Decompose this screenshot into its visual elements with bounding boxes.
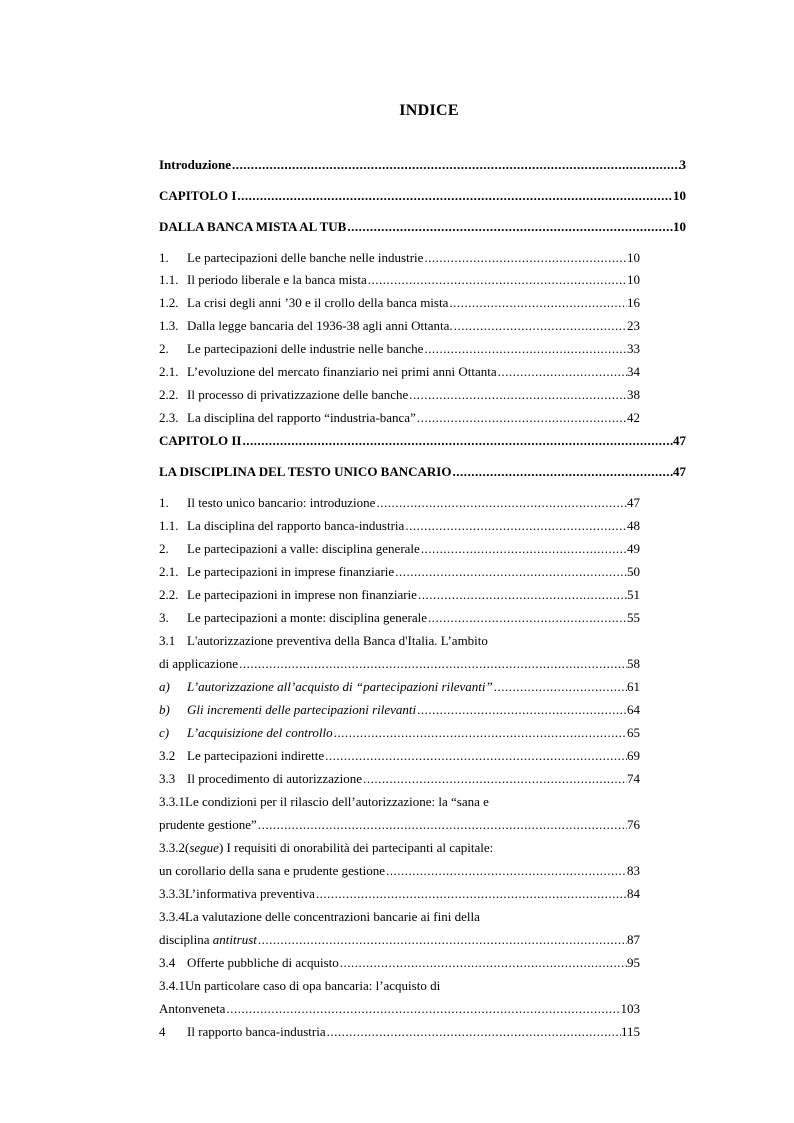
toc-entry[interactable] [159, 656, 640, 672]
toc-entry-number: 3.3.4 [159, 909, 185, 924]
toc-entry-label: La disciplina del rapporto banca-industria [187, 518, 405, 533]
toc-entry-number: 1. [159, 495, 169, 510]
toc-entry[interactable] [159, 909, 640, 925]
dot-leader [367, 272, 627, 288]
toc-entry-label: prudente gestione” [159, 817, 257, 832]
dot-leader [408, 387, 627, 403]
dot-leader [420, 541, 627, 557]
dot-leader [362, 771, 627, 787]
toc-entry-page: 55 [627, 610, 640, 625]
toc-entry-page: 64 [627, 702, 640, 717]
toc-entry-page: 50 [627, 564, 640, 579]
dot-leader [241, 433, 673, 449]
toc-entry-number: 2.1. [159, 564, 179, 579]
toc-entry-number: 1.1. [159, 518, 179, 533]
toc-entry-page: 83 [627, 863, 640, 878]
toc-entry-label: Il processo di privatizzazione delle banche [187, 387, 409, 402]
toc-entry-label: Le partecipazioni a valle: disciplina generale [187, 541, 420, 556]
toc-entry-label: CAPITOLO I [159, 188, 237, 203]
toc-entry-label: Le partecipazioni indirette [187, 748, 325, 763]
dot-leader [326, 1024, 621, 1040]
toc-entry-label: Le partecipazioni in imprese non finanziarie [187, 587, 417, 602]
toc-entry-label: Il periodo liberale e la banca mista [187, 272, 367, 287]
toc-entry-label: L’acquisizione del controllo [187, 725, 333, 740]
toc-entry-label: Antonveneta [159, 1001, 226, 1016]
toc-entry-number: c) [159, 725, 170, 740]
dot-leader [236, 188, 673, 204]
toc-entry[interactable] [159, 318, 640, 334]
toc-entry[interactable] [159, 387, 640, 403]
toc-entry-page: 65 [627, 725, 640, 740]
toc-entry[interactable] [159, 702, 640, 718]
dot-leader [394, 564, 627, 580]
toc-entry-page: 47 [673, 433, 686, 448]
toc-entry-number: 3.3 [159, 771, 176, 786]
toc-entry[interactable] [159, 679, 640, 695]
toc-entry-number: 2.1. [159, 364, 179, 379]
toc-entry-number: 2. [159, 541, 169, 556]
toc-entry-page: 47 [673, 464, 686, 479]
toc-entry-page: 42 [627, 410, 640, 425]
toc-entry[interactable] [159, 564, 640, 580]
toc-entry[interactable] [159, 633, 640, 649]
dot-leader [404, 518, 627, 534]
toc-entry[interactable] [159, 219, 686, 235]
dot-leader [257, 817, 627, 833]
toc-entry-number: 3.4 [159, 955, 176, 970]
dot-leader [417, 587, 627, 603]
toc-entry-label: Introduzione [159, 157, 231, 172]
dot-leader [346, 219, 673, 235]
toc-entry[interactable] [159, 863, 640, 879]
toc-entry-page: 34 [627, 364, 640, 379]
toc-entry-number: 3.1 [159, 633, 176, 648]
dot-leader [423, 341, 627, 357]
toc-entry-label: Il rapporto banca-industria [187, 1024, 326, 1039]
toc-entry[interactable] [159, 840, 640, 856]
toc-entry-label: L’evoluzione del mercato finanziario nei primi anni Ottanta [187, 364, 497, 379]
dot-leader [427, 610, 627, 626]
dot-leader [453, 318, 627, 334]
toc-entry-page: 61 [627, 679, 640, 694]
toc-entry-label: CAPITOLO II [159, 433, 242, 448]
toc-entry-page: 10 [673, 219, 686, 234]
toc-entry-label: Un particolare caso di opa bancaria: l’acquisto di [185, 978, 441, 993]
toc-entry-page: 51 [627, 587, 640, 602]
toc-entry-label: Dalla legge bancaria del 1936-38 agli anni Ottanta. [187, 318, 453, 333]
dot-leader [493, 679, 627, 695]
toc-entry-label: Il procedimento di autorizzazione [187, 771, 363, 786]
dot-leader [238, 656, 627, 672]
toc-entry[interactable] [159, 518, 640, 534]
toc-entry[interactable] [159, 410, 640, 426]
toc-entry-number: 3.3.3 [159, 886, 185, 901]
toc-entry-label: L’autorizzazione all’acquisto di “partecipazioni rilevanti” [187, 679, 493, 694]
toc-entry[interactable] [159, 295, 640, 311]
dot-leader [451, 464, 673, 480]
toc-entry-number: 1. [159, 250, 169, 265]
toc-entry-number: 4 [159, 1024, 166, 1039]
toc-entry-page: 38 [627, 387, 640, 402]
dot-leader [231, 157, 680, 173]
toc-entry-page: 49 [627, 541, 640, 556]
toc-entry-number: b) [159, 702, 170, 717]
dot-leader [385, 863, 627, 879]
toc-entry-page: 10 [627, 250, 640, 265]
toc-entry-label: un corollario della sana e prudente gestione [159, 863, 385, 878]
toc-entry-label: Il testo unico bancario: introduzione [187, 495, 376, 510]
toc-entry[interactable] [159, 1001, 640, 1017]
toc-entry-label: LA DISCIPLINA DEL TESTO UNICO BANCARIO [159, 464, 452, 479]
toc-entry-number: 2.3. [159, 410, 179, 425]
toc-entry-page: 10 [673, 188, 686, 203]
toc-entry-number: 2. [159, 341, 169, 356]
toc-entry-number: 3. [159, 610, 169, 625]
dot-leader [333, 725, 627, 741]
toc-entry-page: 10 [627, 272, 640, 287]
dot-leader [225, 1001, 620, 1017]
toc-entry-label: L’informativa preventiva [185, 886, 315, 901]
toc-entry[interactable] [159, 794, 640, 810]
dot-leader [375, 495, 627, 511]
toc-entry[interactable] [159, 464, 686, 480]
toc-entry[interactable] [159, 610, 640, 626]
toc-entry-page: 84 [627, 886, 640, 901]
toc-entry-label: (segue) I requisiti di onorabilità dei partecipanti al capitale: [185, 840, 494, 855]
toc-entry[interactable] [159, 725, 640, 741]
toc-entry-page: 69 [627, 748, 640, 763]
toc-entry[interactable] [159, 157, 686, 173]
toc-entry-label: Le partecipazioni a monte: disciplina generale [187, 610, 428, 625]
toc-entry-page: 103 [620, 1001, 640, 1016]
toc-entry-page: 23 [627, 318, 640, 333]
toc-entry-page: 48 [627, 518, 640, 533]
toc-entry-label: DALLA BANCA MISTA AL TUB [159, 219, 347, 234]
toc-entry-label: La disciplina del rapporto “industria-banca” [187, 410, 416, 425]
toc-entry[interactable] [159, 433, 686, 449]
toc-entry-number: 2.2. [159, 387, 179, 402]
toc-entry[interactable] [159, 886, 640, 902]
page-title: INDICE [399, 102, 459, 119]
toc-entry-page: 115 [620, 1024, 640, 1039]
toc-entry-label: Gli incrementi delle partecipazioni rilevanti [187, 702, 417, 717]
toc-entry-number: 3.2 [159, 748, 176, 763]
toc-entry-label: La valutazione delle concentrazioni bancarie ai fini della [185, 909, 480, 924]
toc-entry-label: disciplina antitrust [159, 932, 257, 947]
toc-entry[interactable] [159, 495, 640, 511]
toc-entry[interactable] [159, 250, 640, 266]
toc-entry-number: a) [159, 679, 170, 694]
toc-entry-page: 33 [627, 341, 640, 356]
toc-entry[interactable] [159, 955, 640, 971]
toc-entry-label: La crisi degli anni ’30 e il crollo della banca mista [187, 295, 449, 310]
toc-entry[interactable] [159, 1024, 640, 1040]
toc-entry[interactable] [159, 587, 640, 603]
toc-entry[interactable] [159, 817, 640, 833]
dot-leader [423, 250, 627, 266]
toc-entry-number: 3.3.1 [159, 794, 185, 809]
toc-entry-number: 1.1. [159, 272, 179, 287]
dot-leader [324, 748, 627, 764]
toc-entry-page: 74 [627, 771, 640, 786]
dot-leader [416, 410, 627, 426]
dot-leader [339, 955, 627, 971]
toc-entry[interactable] [159, 978, 640, 994]
toc-entry-page: 3 [679, 157, 686, 172]
toc-entry[interactable] [159, 272, 640, 288]
toc-entry-label: L'autorizzazione preventiva della Banca d'Italia. L’ambito [187, 633, 488, 648]
toc-entry[interactable] [159, 364, 640, 380]
toc-entry[interactable] [159, 188, 686, 204]
toc-entry-label: Le partecipazioni delle banche nelle industrie [187, 250, 424, 265]
toc-entry-page: 87 [627, 932, 640, 947]
toc-entry-page: 47 [627, 495, 640, 510]
toc-entry[interactable] [159, 541, 640, 557]
toc-entry[interactable] [159, 932, 640, 948]
toc-entry-label: Le condizioni per il rilascio dell’autorizzazione: la “sana e [185, 794, 489, 809]
toc-entry-page: 58 [627, 656, 640, 671]
toc-entry-number: 2.2. [159, 587, 179, 602]
dot-leader [257, 932, 627, 948]
toc-entry-number: 1.3. [159, 318, 179, 333]
toc-entry-number: 3.3.2 [159, 840, 185, 855]
toc-entry-page: 76 [627, 817, 640, 832]
toc-entry-label: di applicazione [159, 656, 239, 671]
dot-leader [315, 886, 627, 902]
dot-leader [448, 295, 627, 311]
toc-entry[interactable] [159, 748, 640, 764]
toc-entry[interactable] [159, 341, 640, 357]
toc-entry-page: 95 [627, 955, 640, 970]
toc-entry-label: Offerte pubbliche di acquisto [187, 955, 339, 970]
toc-entry-number: 3.4.1 [159, 978, 185, 993]
dot-leader [416, 702, 627, 718]
toc-entry-label: Le partecipazioni in imprese finanziarie [187, 564, 395, 579]
dot-leader [497, 364, 627, 380]
toc-entry-page: 16 [627, 295, 640, 310]
toc-entry-number: 1.2. [159, 295, 179, 310]
toc-entry-label: Le partecipazioni delle industrie nelle banche [187, 341, 424, 356]
toc-entry[interactable] [159, 771, 640, 787]
